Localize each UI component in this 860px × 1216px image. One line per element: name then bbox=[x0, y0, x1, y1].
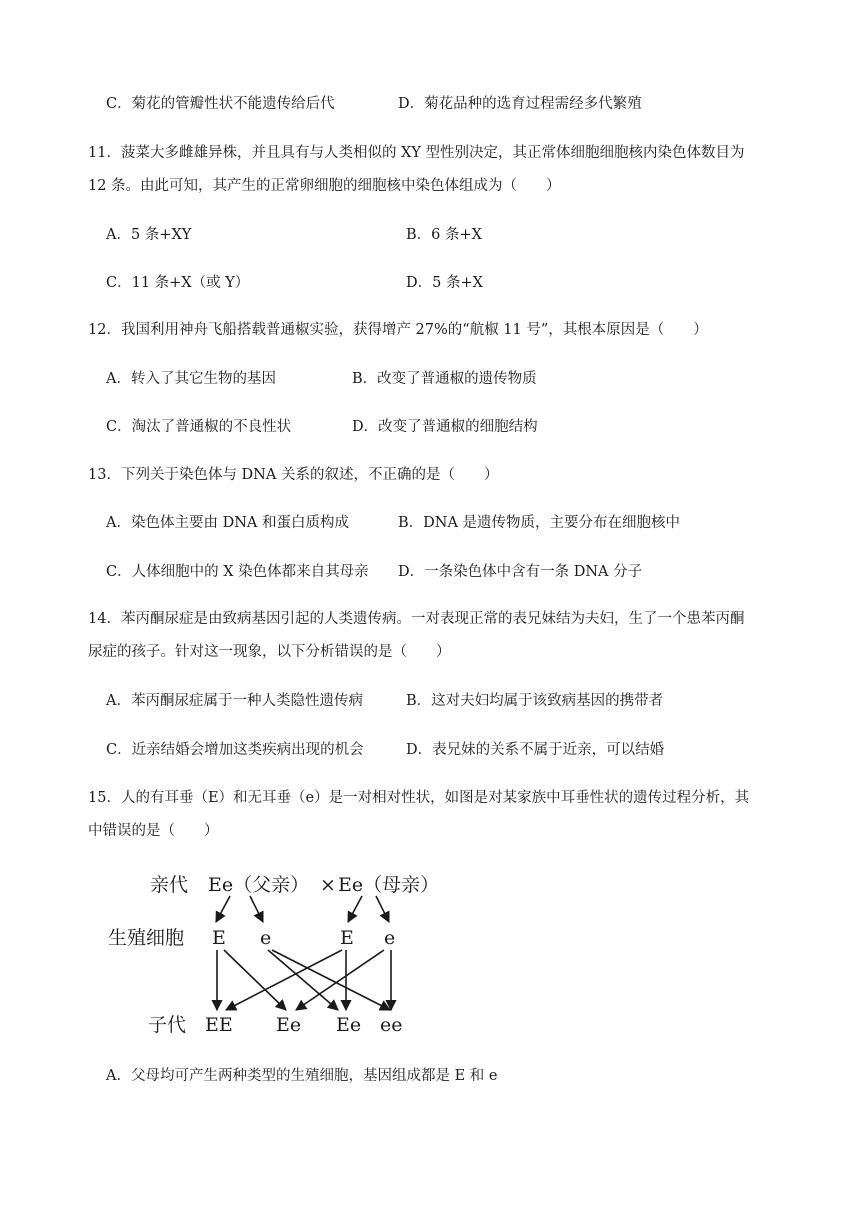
q15-option-a: A．父母均可产生两种类型的生殖细胞，基因组成都是 E 和 e bbox=[106, 1068, 498, 1084]
gamete-father-e: e bbox=[260, 927, 272, 949]
q14-option-a: A．苯丙酮尿症属于一种人类隐性遗传病 bbox=[106, 693, 363, 709]
q15-stem-line2: 中错误的是（ ） bbox=[88, 823, 219, 839]
q14-option-d: D．表兄妹的关系不属于近亲，可以结婚 bbox=[406, 742, 665, 758]
gamete-father-E: E bbox=[212, 927, 226, 949]
q11-option-a: A．5 条+XY bbox=[106, 227, 192, 243]
q10-option-c: C．菊花的管瓣性状不能遗传给后代 bbox=[106, 96, 335, 112]
q13-option-b: B．DNA 是遗传物质，主要分布在细胞核中 bbox=[398, 515, 681, 531]
q11-option-b: B．6 条+X bbox=[406, 227, 482, 243]
q11-stem-line2: 12 条。由此可知，其产生的正常卵细胞的细胞核中染色体组成为（ ） bbox=[88, 178, 561, 194]
label-parents: 亲代 bbox=[150, 874, 189, 896]
offspring-ee: ee bbox=[380, 1014, 403, 1036]
inheritance-diagram bbox=[100, 858, 460, 1050]
q11-option-d: D．5 条+X bbox=[406, 275, 483, 291]
q12-option-c: C．淘汰了普通椒的不良性状 bbox=[106, 419, 292, 435]
cross-symbol: × bbox=[320, 874, 336, 896]
gamete-mother-e: e bbox=[384, 927, 396, 949]
offspring-Ee-2: Ee bbox=[336, 1014, 362, 1036]
q12-option-d: D．改变了普通椒的细胞结构 bbox=[352, 419, 538, 435]
offspring-EE: EE bbox=[205, 1014, 233, 1036]
q12-option-a: A．转入了其它生物的基因 bbox=[106, 371, 276, 387]
q13-option-d: D．一条染色体中含有一条 DNA 分子 bbox=[398, 564, 643, 580]
q14-option-c: C．近亲结婚会增加这类疾病出现的机会 bbox=[106, 742, 364, 758]
label-offspring: 子代 bbox=[148, 1014, 187, 1036]
gamete-to-offspring-arrows bbox=[217, 950, 391, 1010]
q10-option-d: D．菊花品种的选育过程需经多代繁殖 bbox=[398, 96, 642, 112]
label-gametes: 生殖细胞 bbox=[108, 927, 185, 949]
father-genotype: Ee（父亲） bbox=[208, 874, 310, 896]
q13-stem-line1: 13．下列关于染色体与 DNA 关系的叙述，不正确的是（ ） bbox=[88, 467, 499, 483]
q14-stem-line1: 14．苯丙酮尿症是由致病基因引起的人类遗传病。一对表现正常的表兄妹结为夫妇，生了一个患苯丙酮 bbox=[88, 611, 745, 627]
offspring-Ee-1: Ee bbox=[276, 1014, 302, 1036]
parent-to-gamete-arrows bbox=[216, 896, 389, 922]
q12-option-b: B．改变了普通椒的遗传物质 bbox=[352, 371, 537, 387]
q11-option-c: C．11 条+X（或 Y） bbox=[106, 275, 250, 291]
gamete-mother-E: E bbox=[340, 927, 354, 949]
q13-option-c: C．人体细胞中的 X 染色体都来自其母亲 bbox=[106, 564, 369, 580]
q11-stem-line1: 11．菠菜大多雌雄异株，并且具有与人类相似的 XY 型性别决定，其正常体细胞细胞核内染色体数目为 bbox=[88, 145, 745, 161]
q12-stem-line1: 12．我国利用神舟飞船搭载普通椒实验，获得增产 27%的“航椒 11 号”，其根本原因是（ ） bbox=[88, 322, 708, 338]
q13-option-a: A．染色体主要由 DNA 和蛋白质构成 bbox=[106, 515, 349, 531]
q14-stem-line2: 尿症的孩子。针对这一现象，以下分析错误的是（ ） bbox=[88, 644, 451, 660]
q14-option-b: B．这对夫妇均属于该致病基因的携带者 bbox=[406, 693, 664, 709]
mother-genotype: Ee（母亲） bbox=[338, 874, 440, 896]
q15-stem-line1: 15．人的有耳垂（E）和无耳垂（e）是一对相对性状，如图是对某家族中耳垂性状的遗传过程分析，其 bbox=[88, 790, 750, 806]
